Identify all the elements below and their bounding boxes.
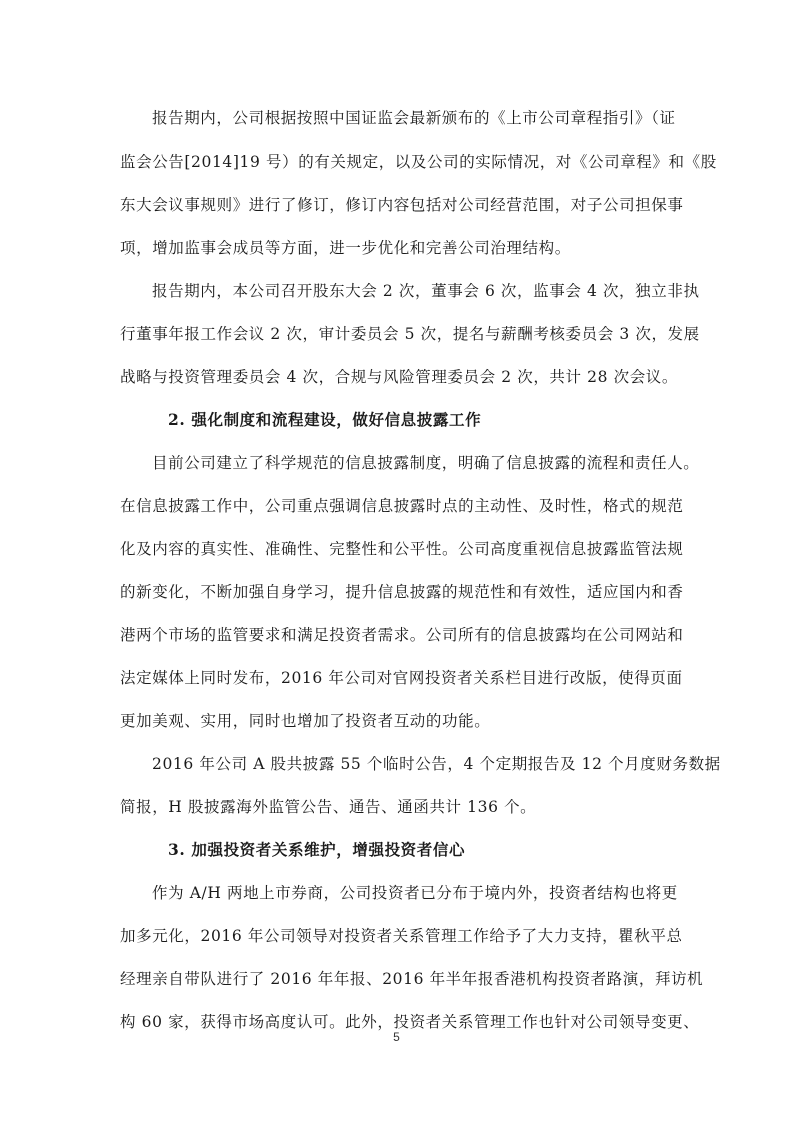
paragraph-line: 行董事年报工作会议 2 次，审计委员会 5 次，提名与薪酬考核委员会 3 次，发展 [120,325,700,343]
paragraph-line: 港两个市场的监管要求和满足投资者需求。公司所有的信息披露均在公司网站和 [120,626,684,644]
paragraph-line: 在信息披露工作中，公司重点强调信息披露时点的主动性、及时性，格式的规范 [120,497,684,515]
paragraph-line: 东大会议事规则》进行了修订，修订内容包括对公司经营范围，对子公司担保事 [120,196,684,214]
paragraph-line: 化及内容的真实性、准确性、完整性和公平性。公司高度重视信息披露监管法规 [120,540,684,558]
paragraph-line: 战略与投资管理委员会 4 次，合规与风险管理委员会 2 次，共计 28 次会议。 [120,368,679,386]
paragraph-line: 目前公司建立了科学规范的信息披露制度，明确了信息披露的流程和责任人。 [152,454,700,472]
paragraph-line: 作为 A/H 两地上市券商，公司投资者已分布于境内外，投资者结构也将更 [152,884,678,902]
section-heading: 2. 强化制度和流程建设，做好信息披露工作 [168,410,482,429]
paragraph-line: 监会公告[2014]19 号）的有关规定，以及公司的实际情况，对《公司章程》和《股 [120,153,717,171]
paragraph-line: 2016 年公司 A 股共披露 55 个临时公告，4 个定期报告及 12 个月度财务数据 [152,755,721,773]
section-heading: 3. 加强投资者关系维护，增强投资者信心 [168,840,466,859]
paragraph-line: 的新变化，不断加强自身学习，提升信息披露的规范性和有效性，适应国内和香 [120,583,684,601]
paragraph-line: 简报，H 股披露海外监管公告、通告、通函共计 136 个。 [120,798,537,816]
paragraph-line: 构 60 家，获得市场高度认可。此外，投资者关系管理工作也针对公司领导变更、 [120,1013,700,1031]
paragraph-line: 报告期内，公司根据按照中国证监会最新颁布的《上市公司章程指引》（证 [152,109,676,127]
paragraph-line: 项，增加监事会成员等方面，进一步优化和完善公司治理结构。 [120,239,571,257]
page-number: 5 [393,1030,400,1044]
paragraph-line: 更加美观、实用，同时也增加了投资者互动的功能。 [120,712,491,730]
paragraph-line: 报告期内，本公司召开股东大会 2 次，董事会 6 次，监事会 4 次，独立非执 [152,282,700,300]
paragraph-line: 加多元化，2016 年公司领导对投资者关系管理工作给予了大力支持，瞿秋平总 [120,927,683,945]
paragraph-line: 经理亲自带队进行了 2016 年年报、2016 年半年报香港机构投资者路演，拜访机 [120,970,704,988]
paragraph-line: 法定媒体上同时发布，2016 年公司对官网投资者关系栏目进行改版，使得页面 [120,669,683,687]
